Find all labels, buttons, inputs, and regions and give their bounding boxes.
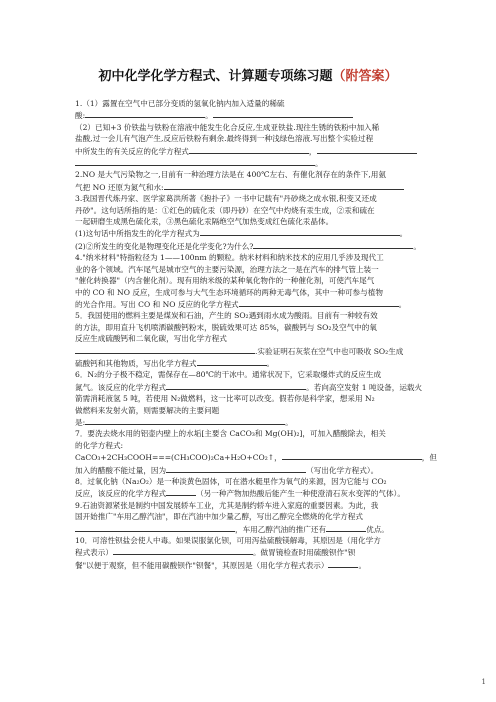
title-suffix: （附答案） xyxy=(332,69,398,84)
q6-line-3: 箭需消耗液氢 5 吨，若使用 N₂做燃料，这一比率可以改变。假若你是科学家，想采用 N₂ xyxy=(75,394,375,404)
q5-line-1: 5．我国使用的燃料主要是煤炭和石油，产生的 SO₂遇到雨水成为酸雨。目前有一种较有效 xyxy=(75,311,378,321)
answer-blank[interactable] xyxy=(317,145,417,154)
answer-blank[interactable] xyxy=(189,145,309,154)
answer-blank[interactable] xyxy=(113,546,253,555)
q3-line-5: (2)②所发生的变化是物理变化还是化学变化?为什么? 。 xyxy=(75,241,421,251)
q10-line-3: 餐"以便于观察，但不能用碳酸钡作"钡餐"，其原因是（用化学方程式表示） 。 xyxy=(75,560,367,570)
q1-line-6: 。 xyxy=(75,157,427,169)
answer-blank[interactable] xyxy=(75,157,315,166)
title-main: 初中化学化学方程式、计算题专项练习题 xyxy=(98,69,333,84)
answer-blank[interactable] xyxy=(75,345,255,354)
answer-blank[interactable] xyxy=(166,381,306,390)
q10-line-2: 程式表示） 。做胃镜检查时用硫酸钡作"钡 xyxy=(75,548,356,558)
q4-line-1: 4."纳米材料"特指粒径为 1——100nm 的颗粒。纳米材料和纳米技术的应用几乎涉及现代工 xyxy=(75,253,384,263)
q6-line-2: 氮气。该反应的化学方程式 。若向高空发射 1 吨设备，运载火 xyxy=(75,382,423,392)
q7-line-4: 加入的醋酸不能过量，因为 （写出化学方程式）。 xyxy=(75,465,379,475)
page-number: 1 xyxy=(481,678,486,686)
answer-blank[interactable] xyxy=(85,416,285,425)
q1-line-3: （2）已知+3 价铁盐与铁粉在溶液中能发生化合反应,生成亚铁盐.现往生锈的铁粉中加入稀 xyxy=(75,122,380,132)
page-title xyxy=(0,65,496,84)
answer-blank[interactable] xyxy=(253,240,413,249)
q1-line-4: 盐酸,过一会儿有气泡产生,反应后铁粉有剩余.最终得到一种浅绿色溶液.写出整个实验过程 xyxy=(75,134,374,144)
q4-line-4: 中的 CO 和 NO 反应，生成可参与大气生态环境循环的两种无毒气体，其中一种可参与植物 xyxy=(75,287,383,297)
q5-line-4: .实验证明石灰浆在空气中也可吸收 SO₂生成 xyxy=(75,345,427,357)
answer-blank[interactable] xyxy=(166,487,196,496)
q5-line-5: 硫酸钙和其他物质，写出化学方程式 。 xyxy=(75,358,275,368)
q7-line-2: 的化学方程式: xyxy=(75,440,124,450)
q8-line-2: 反应，该反应的化学方程式 （另一种产物加热酸后能产生一种使澄清石灰水变浑的气体）。 xyxy=(75,489,405,499)
q4-line-2: 业的各个领域。汽车尾气是城市空气的主要污染源，治理方法之一是在汽车的排气管上装一 xyxy=(75,264,379,274)
answer-blank[interactable] xyxy=(326,523,366,532)
answer-blank[interactable] xyxy=(166,464,306,473)
answer-blank[interactable] xyxy=(85,109,205,118)
answer-blank[interactable] xyxy=(200,227,400,236)
answer-blank[interactable] xyxy=(213,109,353,118)
answer-blank[interactable] xyxy=(282,451,422,460)
answer-blank[interactable] xyxy=(239,298,399,307)
q4-line-5: 的光合作用。写出 CO 和 NO 反应的化学方程式 。 xyxy=(75,299,407,309)
q6-line-1: 6．N₂的分子极不稳定，需保存在—80℃的干冰中。通常状况下，它采取爆炸式的反应生成 xyxy=(75,370,382,380)
q3-line-4: (1)这句话中所指发生的化学方程式为 。 xyxy=(75,229,408,239)
answer-blank[interactable] xyxy=(75,523,235,532)
q5-line-2: 的方法，即用直升飞机喷洒碳酸钙粉末，脱硫效果可达 85%，碳酸钙与 SO₂及空气中的氧 xyxy=(75,322,377,332)
q6-line-5: 是: 。 xyxy=(75,417,293,427)
q5-line-3: 反应生成硫酸钙和二氧化碳，写出化学方程式 xyxy=(75,334,227,344)
q9-line-3: ，车用乙醇汽油的推广还有 优点。 xyxy=(75,523,427,535)
q1-line-2: 酸: 。 xyxy=(75,109,427,121)
q1-line-1: 1.（1）露置在空气中已部分变质的氢氧化钠内加入适量的稀硫 xyxy=(75,99,285,108)
q3-line-1: 3.我国晋代炼丹家、医学家葛洪所著《抱扑子》一书中记载有"丹砂烧之成水银,积变又还成 xyxy=(75,194,377,204)
answer-blank[interactable] xyxy=(164,181,404,190)
q7-line-1: 7．要洗去烧水用的铝壶内壁上的水垢[主要含 CaCO₃和 Mg(OH)₂]，可加入醋酸除去，相关 xyxy=(75,429,386,439)
answer-blank[interactable] xyxy=(328,559,358,568)
q3-line-3: 一起研磨生成黑色硫化汞，③黑色硫化汞隔绝空气加热变成红色硫化汞晶体。 xyxy=(75,217,334,227)
q6-line-4: 做燃料来发射火箭，则需要解决的主要问题 xyxy=(75,405,220,415)
q9-line-2: 国开始推广"车用乙醇汽油"，即在汽油中加少量乙醇，写出乙醇完全燃烧的化学方程式 xyxy=(75,512,363,522)
q8-line-1: 8．过氧化钠（Na₂O₂）是一种淡黄色固体，可在潜水艇里作为氧气的来源，因为它能与 CO₂ xyxy=(75,477,387,486)
q4-line-3: "催化转换器"（内含催化剂）。现有用纳米级的某种氧化物作的一种催化剂，可使汽车尾气 xyxy=(75,276,375,286)
answer-blank[interactable] xyxy=(197,357,267,366)
q2-line-2: 气把 NO 还原为氮气和水: xyxy=(75,181,427,193)
q1-line-5: 中所发生的有关反应的化学方程式 ， xyxy=(75,145,427,157)
q9-line-1: 9.石油资源紧张是制约中国发展轿车工业，尤其是制约轿车进入家庭的重要因素。为此，我 xyxy=(75,500,379,510)
q10-line-1: 10．可溶性钡盐会使人中毒。如果误服氯化钡，可用泻盐硫酸镁解毒，其原因是（用化学方 xyxy=(75,536,381,546)
q2-line-1: 2.NO 是大气污染物之一,目前有一种治理方法是在 400℃左右、有催化剂存在的条件下,用氨 xyxy=(75,170,386,180)
exercise-body xyxy=(75,98,437,571)
q7-line-3: CaCO₃+2CH₃COOH===(CH₃COO)₂Ca+H₂O+CO₂↑， ，但 xyxy=(75,453,437,463)
q3-line-2: 丹砂"。这句话所指的是：①红色的硫化汞（即丹砂）在空气中灼烧有汞生成，②汞和硫在 xyxy=(75,205,375,215)
